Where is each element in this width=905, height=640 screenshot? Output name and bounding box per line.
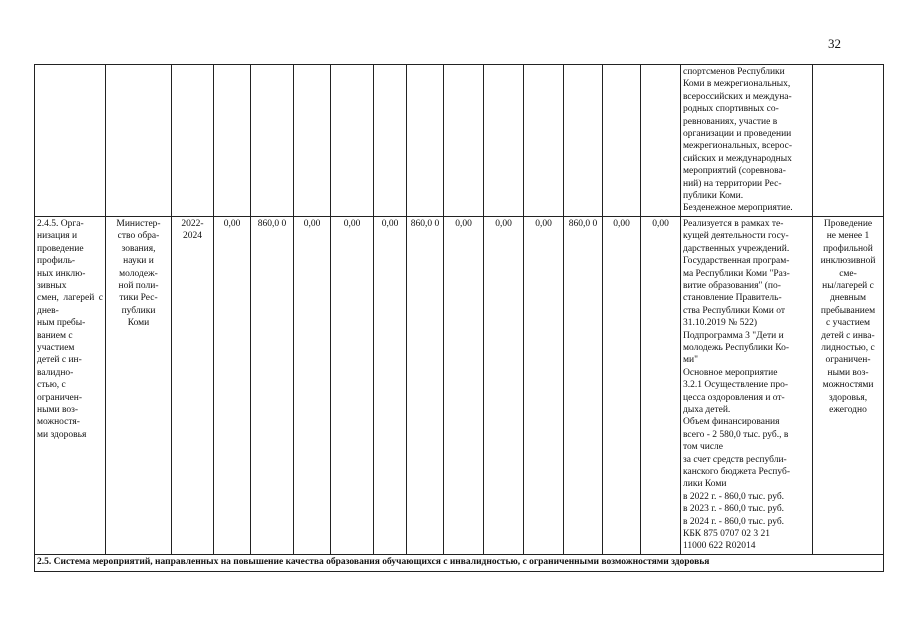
text-line: публики (121, 305, 156, 316)
text-line: Реализуется в рамках те- (683, 218, 784, 229)
text-line: зования, (121, 243, 156, 254)
activity-name-cell (35, 216, 106, 554)
text-line: Основное мероприятие (683, 367, 778, 378)
text-line: смен, лагерей с днев- (37, 293, 103, 316)
section-heading-row (35, 554, 884, 571)
text-line: ванием с (37, 330, 73, 341)
value-cell: 860,0 0 (251, 216, 294, 554)
text-line: в 2024 г. - 860,0 тыс. руб. (683, 516, 785, 527)
text-line: дневным (829, 293, 867, 304)
text-line: можностями (822, 380, 874, 391)
text-line: 2022- (181, 218, 204, 229)
text-line: Министер- (116, 218, 161, 229)
text-line: ми здоровья (37, 429, 87, 440)
value-cell: 860,0 0 (564, 216, 603, 554)
text-line: 2024 (183, 231, 202, 242)
years-cell (172, 216, 214, 554)
value-cell: 0,00 (641, 216, 681, 554)
text-line: в 2023 г. - 860,0 тыс. руб. (683, 504, 785, 515)
text-line: детей с ин- (37, 355, 82, 366)
text-line: сийских и международных (683, 153, 792, 164)
value-cell: 0,00 (484, 216, 524, 554)
text-line: ными воз- (37, 404, 79, 415)
text-line: кущей деятельности госу- (683, 231, 789, 242)
text-line: низация и (37, 231, 78, 242)
text-line: ревнованиях, участие в (683, 116, 778, 127)
value-cell: 0,00 (374, 216, 407, 554)
text-line: лики Коми (683, 479, 727, 490)
text-line: за счет средств республи- (683, 454, 787, 465)
text-line: 11000 622 R02014 (683, 541, 756, 552)
text-line: публики Коми. (683, 191, 744, 202)
text-line: ограничен- (825, 355, 871, 366)
description-cell (681, 216, 813, 554)
text-line: ной поли- (118, 280, 159, 291)
text-line: ми" (683, 355, 698, 366)
text-line: в 2022 г. - 860,0 тыс. руб. (683, 491, 785, 502)
section-heading: 2.5. Система мероприятий, направленных на повышение качества образования обучающихся с инвалидностью, с ограниченными возможностями здоровья (35, 554, 884, 571)
value-cell: 860,0 0 (407, 216, 444, 554)
page-number: 32 (828, 36, 841, 51)
text-line: молодеж- (119, 268, 158, 279)
text-line: ства Республики Коми от (683, 305, 786, 316)
text-line: Коми (127, 318, 150, 329)
text-line: ма Республики Коми "Раз- (683, 268, 790, 279)
text-line: том числе (683, 442, 724, 453)
text-line: Подпрограмма 3 "Дети и (683, 330, 784, 341)
text-line: всего - 2 580,0 тыс. руб., в (683, 429, 789, 440)
value-cell: 0,00 (294, 216, 331, 554)
text-line: канского бюджета Респуб- (683, 467, 790, 477)
text-line: 31.10.2019 № 522) (683, 318, 757, 329)
text-line: становление Правитель- (683, 293, 782, 304)
text-line: 2.4.5. Орга- (37, 218, 84, 229)
text-line: ными воз- (827, 367, 869, 378)
text-line: детей с инва- (821, 330, 875, 341)
text-line: Проведение (823, 218, 873, 229)
text-line: участием (37, 342, 75, 353)
text-line: витие образования" (по- (683, 280, 781, 291)
text-line: здоровья, (828, 392, 868, 403)
expected-result-cell (813, 216, 884, 554)
text-line: ным пребы- (37, 318, 86, 329)
text-line: спортсменов Республики (683, 67, 785, 77)
text-line: Безденежное мероприятие. (683, 203, 793, 214)
text-line: науки и (123, 256, 154, 267)
text-line: молодежь Республики Ко- (683, 342, 789, 353)
table-row-top (35, 65, 884, 217)
text-line: родных спортивных со- (683, 104, 779, 115)
text-line: организации и проведении (683, 129, 792, 140)
text-line: межрегиональных, всерос- (683, 141, 793, 152)
text-line: тики Рес- (119, 293, 158, 304)
text-line: валидно- (37, 367, 74, 378)
text-line: инклюзивной (820, 256, 876, 267)
value-cell: 0,00 (331, 216, 374, 554)
text-line: ных инклю- (37, 268, 86, 279)
text-line: 3.2.1 Осуществление про- (683, 380, 789, 391)
value-cell: 0,00 (444, 216, 484, 554)
value-cell: 0,00 (603, 216, 641, 554)
text-line: дарственных учреждений. (683, 243, 790, 254)
text-line: Государственная програм- (683, 256, 790, 267)
executor-cell (106, 216, 172, 554)
text-line: лидностью, с (821, 342, 875, 353)
text-line: пребыванием (820, 305, 876, 316)
text-line: стью, с (37, 380, 66, 391)
table-row-2-4-5 (35, 216, 884, 554)
text-line: сме- (839, 268, 857, 279)
value-cell: 0,00 (214, 216, 251, 554)
text-line: цесса оздоровления и от- (683, 392, 785, 403)
text-line: КБК 875 0707 02 3 21 (683, 529, 771, 540)
text-line: профиль- (37, 256, 76, 267)
description-cell (681, 65, 813, 217)
value-cell: 0,00 (524, 216, 564, 554)
text-line: с участием (825, 318, 871, 329)
text-line: всероссийских и междуна- (683, 91, 792, 102)
text-line: проведение (37, 243, 84, 254)
text-line: Коми в межрегиональных, (683, 79, 791, 90)
program-table (34, 64, 884, 572)
text-line: не менее 1 (826, 231, 870, 242)
text-line: дыха детей. (683, 404, 731, 415)
text-line: ство обра- (117, 231, 160, 242)
text-line: мероприятий (соревнова- (683, 166, 786, 177)
text-line: ны/лагерей с (822, 280, 874, 291)
text-line: ний) на территории Рес- (683, 178, 782, 189)
text-line: зивных (37, 280, 67, 291)
text-line: Объем финансирования (683, 417, 780, 428)
text-line: ежегодно (829, 404, 867, 415)
text-line: можностя- (37, 417, 80, 428)
text-line: ограничен- (37, 392, 83, 403)
text-line: профильной (823, 243, 873, 254)
